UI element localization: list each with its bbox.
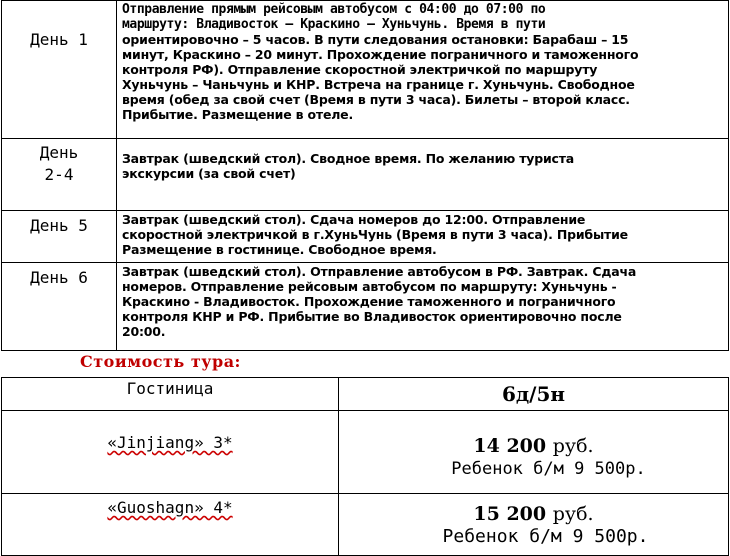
- description-line: контроля КНР и РФ. Прибытие во Владивосток ориентировочно после: [122, 309, 622, 324]
- price-row: [2, 411, 729, 494]
- price-cell: [339, 494, 729, 556]
- day-description: [117, 139, 729, 211]
- price-number: 14 200: [473, 435, 547, 457]
- day-label: [2, 211, 117, 263]
- day-label-text: День 1: [30, 30, 88, 49]
- description-line: маршруту: Владивосток – Краскино – Хуньчунь. Время в пути: [122, 17, 546, 32]
- day-label-text: День 6: [30, 268, 88, 287]
- itinerary-row: [2, 263, 729, 351]
- description-line: Отправление прямым рейсовым автобусом с 04:00 до 07:00 по: [122, 2, 546, 17]
- day-description: [117, 211, 729, 263]
- price-row: [2, 494, 729, 556]
- description-line: Краскино - Владивосток. Прохождение таможенного и пограничного: [122, 294, 616, 309]
- day-description: [117, 1, 729, 139]
- cost-heading: Стоимость тура:: [80, 352, 241, 371]
- description-line: контроля РФ). Отправление скоростной электричкой по маршруту: [122, 62, 598, 77]
- hotel-name-text: «Guoshagn» 4*: [107, 498, 233, 517]
- description-line: Завтрак (шведский стол). Сводное время. По желанию туриста: [122, 151, 575, 166]
- price-unit: руб.: [552, 435, 594, 457]
- description-line: скоростной электричкой в г.ХуньЧунь (Время в пути 3 часа). Прибытие: [122, 227, 628, 242]
- description-line: Хуньчунь – Чаньчунь и КНР. Встреча на границе г. Хуньчунь. Свободное: [122, 77, 635, 92]
- hotel-name: [2, 494, 339, 556]
- duration-header: 6д/5н: [339, 378, 729, 411]
- description-line: ориентировочно – 5 часов. В пути следования остановки: Барабаш – 15: [122, 32, 629, 47]
- day-label: [2, 263, 117, 351]
- price-unit: руб.: [552, 502, 594, 525]
- description-line: номеров. Отправление рейсовым автобусом по маршруту: Хуньчунь -: [122, 279, 617, 294]
- day-description: [117, 263, 729, 351]
- itinerary-row: [2, 1, 729, 139]
- day-label: [2, 1, 117, 139]
- day-label-text: 2-4: [44, 165, 74, 184]
- description-line: время (обед за свой счет (Время в пути 3 часа). Билеты – второй класс.: [122, 92, 630, 107]
- description-line: Завтрак (шведский стол). Сдача номеров до 12:00. Отправление: [122, 212, 586, 227]
- child-price: Ребенок б/м 9 500р.: [442, 525, 649, 547]
- day-label-text: День 5: [30, 216, 88, 235]
- description-line: экскурсии (за свой счет): [122, 166, 296, 181]
- price-number: 15 200: [473, 502, 547, 525]
- hotel-name-text: «Jinjiang» 3*: [107, 433, 233, 452]
- child-price: Ребенок б/м 9 500р.: [451, 459, 646, 479]
- price-table: [1, 377, 729, 556]
- day-label: [2, 139, 117, 211]
- description-line: Завтрак (шведский стол). Отправление автобусом в РФ. Завтрак. Сдача: [122, 264, 637, 279]
- description-line: минут, Краскино – 20 минут. Прохождение пограничного и таможенного: [122, 47, 639, 62]
- hotel-name: [2, 411, 339, 494]
- adult-price: [339, 502, 728, 526]
- description-line: Прибытие. Размещение в отеле.: [122, 107, 354, 122]
- price-cell: [339, 411, 729, 494]
- adult-price: [339, 434, 728, 458]
- itinerary-table: [1, 0, 729, 351]
- price-header-row: [2, 378, 729, 411]
- itinerary-row: [2, 211, 729, 263]
- itinerary-row: [2, 139, 729, 211]
- day-label-text: День: [39, 143, 79, 162]
- description-line: Размещение в гостинице. Свободное время.: [122, 242, 437, 257]
- hotel-header: Гостиница: [2, 378, 339, 411]
- description-line: 20:00.: [122, 324, 166, 339]
